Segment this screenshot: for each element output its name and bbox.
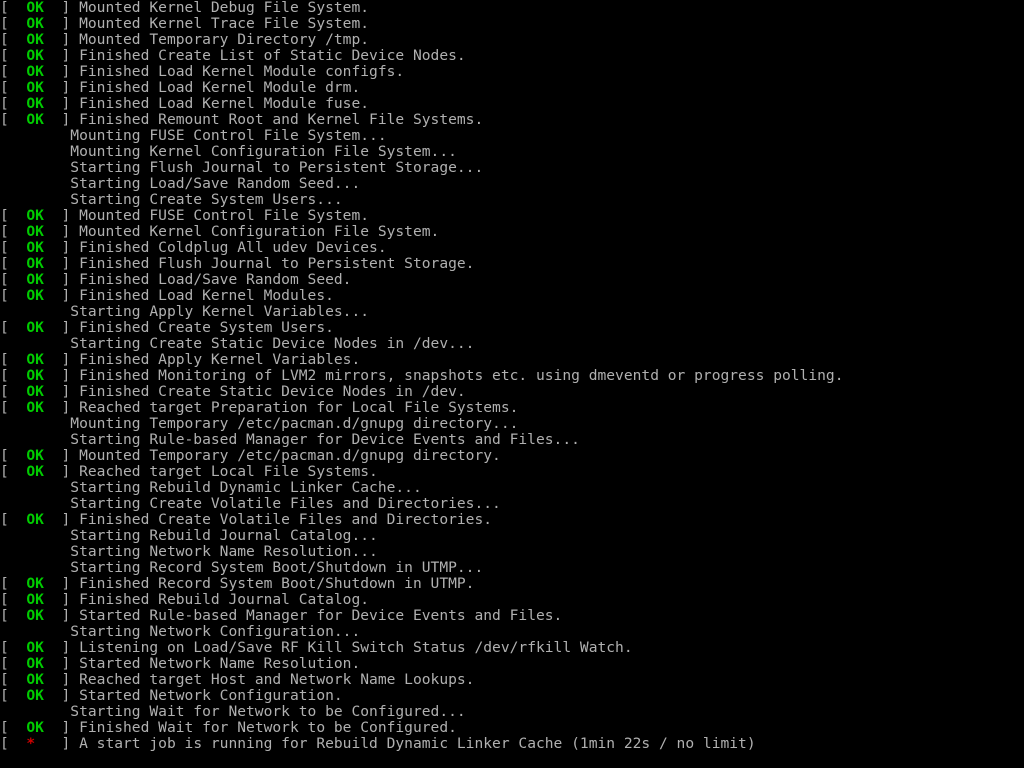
console-message: Mounting FUSE Control File System...: [70, 127, 387, 144]
status-ok-badge: OK: [8, 271, 62, 288]
status-bracket-left: [: [0, 383, 9, 400]
status-bracket-left: [: [0, 687, 9, 704]
console-line: [0, 624, 1024, 640]
status-bracket-right: ]: [61, 351, 80, 368]
status-bracket-left: [: [0, 255, 9, 272]
console-message: Finished Create System Users.: [79, 319, 334, 336]
console-line: [0, 384, 1024, 400]
console-line: [0, 512, 1024, 528]
console-message: Mounted Temporary Directory /tmp.: [79, 31, 370, 48]
console-line: [0, 704, 1024, 720]
console-message: Starting Rule-based Manager for Device Events and Files...: [70, 431, 580, 448]
status-spacer: [0, 431, 70, 448]
console-line: [0, 272, 1024, 288]
console-message: Starting Create System Users...: [70, 191, 343, 208]
status-bracket-right: ]: [61, 511, 80, 528]
status-bracket-left: [: [0, 223, 9, 240]
status-bracket-left: [: [0, 15, 9, 32]
status-bracket-left: [: [0, 591, 9, 608]
console-message: Reached target Local File Systems.: [79, 463, 378, 480]
console-message: Finished Create List of Static Device Nodes.: [79, 47, 466, 64]
console-message: Starting Network Name Resolution...: [70, 543, 378, 560]
console-line: [0, 48, 1024, 64]
console-line: [0, 144, 1024, 160]
status-bracket-left: [: [0, 47, 9, 64]
console-message: Finished Load Kernel Module fuse.: [79, 95, 370, 112]
console-line: [0, 288, 1024, 304]
console-message: Starting Create Volatile Files and Directories...: [70, 495, 501, 512]
status-spacer: [0, 335, 70, 352]
status-ok-badge: OK: [8, 239, 62, 256]
status-bracket-left: [: [0, 463, 9, 480]
status-bracket-right: ]: [61, 655, 80, 672]
console-line: [0, 592, 1024, 608]
console-line: [0, 320, 1024, 336]
console-message: Finished Load Kernel Module configfs.: [79, 63, 405, 80]
console-message: Finished Record System Boot/Shutdown in UTMP.: [79, 575, 475, 592]
console-message: Started Network Name Resolution.: [79, 655, 361, 672]
console-message: Starting Flush Journal to Persistent Storage...: [70, 159, 484, 176]
console-message: Starting Rebuild Journal Catalog...: [70, 527, 378, 544]
console-message: Reached target Preparation for Local File Systems.: [79, 399, 519, 416]
status-ok-badge: OK: [8, 319, 62, 336]
status-bracket-right: ]: [61, 735, 80, 752]
status-ok-badge: OK: [8, 639, 62, 656]
status-bracket-right: ]: [61, 271, 80, 288]
status-bracket-left: [: [0, 95, 9, 112]
status-ok-badge: OK: [8, 351, 62, 368]
status-ok-badge: OK: [8, 223, 62, 240]
console-message: Finished Create Static Device Nodes in /dev.: [79, 383, 466, 400]
status-spacer: [0, 543, 70, 560]
console-line: [0, 736, 1024, 752]
status-bracket-left: [: [0, 511, 9, 528]
status-bracket-left: [: [0, 575, 9, 592]
status-bracket-right: ]: [61, 639, 80, 656]
status-bracket-right: ]: [61, 15, 80, 32]
status-bracket-left: [: [0, 447, 9, 464]
status-ok-badge: OK: [8, 399, 62, 416]
status-bracket-right: ]: [61, 0, 80, 16]
status-ok-badge: OK: [8, 447, 62, 464]
console-line: [0, 416, 1024, 432]
status-bracket-right: ]: [61, 31, 80, 48]
console-line: [0, 256, 1024, 272]
status-bracket-right: ]: [61, 607, 80, 624]
status-bracket-right: ]: [61, 575, 80, 592]
status-bracket-right: ]: [61, 79, 80, 96]
console-line: [0, 336, 1024, 352]
status-bracket-left: [: [0, 639, 9, 656]
status-spacer: [0, 191, 70, 208]
status-bracket-left: [: [0, 79, 9, 96]
console-line: [0, 352, 1024, 368]
status-bracket-right: ]: [61, 319, 80, 336]
console-line: [0, 720, 1024, 736]
status-ok-badge: OK: [8, 0, 62, 16]
status-bracket-right: ]: [61, 239, 80, 256]
status-bracket-right: ]: [61, 399, 80, 416]
console-message: Finished Load Kernel Module drm.: [79, 79, 361, 96]
console-line: [0, 656, 1024, 672]
console-message: Mounted Temporary /etc/pacman.d/gnupg directory.: [79, 447, 501, 464]
status-ok-badge: OK: [8, 687, 62, 704]
console-line: [0, 304, 1024, 320]
status-ok-badge: OK: [8, 255, 62, 272]
console-line: [0, 528, 1024, 544]
console-line: [0, 496, 1024, 512]
console-message: Starting Create Static Device Nodes in /dev...: [70, 335, 475, 352]
console-line: [0, 400, 1024, 416]
status-ok-badge: OK: [8, 607, 62, 624]
status-bracket-left: [: [0, 671, 9, 688]
status-bracket-right: ]: [61, 223, 80, 240]
console-line: [0, 32, 1024, 48]
status-bracket-right: ]: [61, 63, 80, 80]
status-ok-badge: OK: [8, 367, 62, 384]
status-spacer: [0, 303, 70, 320]
status-bracket-right: ]: [61, 111, 80, 128]
console-message: Mounted Kernel Trace File System.: [79, 15, 370, 32]
status-bracket-right: ]: [61, 255, 80, 272]
console-message: Starting Apply Kernel Variables...: [70, 303, 370, 320]
console-line: [0, 80, 1024, 96]
console-message: Finished Remount Root and Kernel File Systems.: [79, 111, 484, 128]
status-bracket-right: ]: [61, 47, 80, 64]
console-message: Starting Load/Save Random Seed...: [70, 175, 361, 192]
console-line: [0, 640, 1024, 656]
status-bracket-left: [: [0, 239, 9, 256]
console-line: [0, 192, 1024, 208]
status-ok-badge: OK: [8, 463, 62, 480]
status-bracket-left: [: [0, 111, 9, 128]
console-line: [0, 64, 1024, 80]
status-bracket-left: [: [0, 31, 9, 48]
console-message: Starting Wait for Network to be Configured...: [70, 703, 466, 720]
status-bracket-left: [: [0, 719, 9, 736]
status-bracket-right: ]: [61, 591, 80, 608]
console-line: [0, 160, 1024, 176]
status-ok-badge: OK: [8, 63, 62, 80]
status-spacer: [0, 143, 70, 160]
console-message: Mounted Kernel Debug File System.: [79, 0, 370, 16]
console-line: [0, 96, 1024, 112]
status-spacer: [0, 175, 70, 192]
status-ok-badge: OK: [8, 47, 62, 64]
console-message: Finished Wait for Network to be Configured.: [79, 719, 457, 736]
status-ok-badge: OK: [8, 207, 62, 224]
console-message: Finished Apply Kernel Variables.: [79, 351, 361, 368]
status-bracket-right: ]: [61, 719, 80, 736]
status-spacer: [0, 415, 70, 432]
console-message: Finished Create Volatile Files and Directories.: [79, 511, 493, 528]
status-ok-badge: OK: [8, 719, 62, 736]
status-ok-badge: OK: [8, 79, 62, 96]
status-bracket-left: [: [0, 63, 9, 80]
console-line: [0, 560, 1024, 576]
status-running-badge: *: [8, 735, 62, 752]
status-ok-badge: OK: [8, 655, 62, 672]
console-line: [0, 608, 1024, 624]
console-message: Finished Rebuild Journal Catalog.: [79, 591, 370, 608]
status-bracket-right: ]: [61, 367, 80, 384]
status-bracket-left: [: [0, 319, 9, 336]
console-line: [0, 432, 1024, 448]
console-message: Starting Record System Boot/Shutdown in UTMP...: [70, 559, 484, 576]
console-message: Reached target Host and Network Name Lookups.: [79, 671, 475, 688]
status-ok-badge: OK: [8, 287, 62, 304]
status-ok-badge: OK: [8, 671, 62, 688]
console-line: [0, 128, 1024, 144]
console-message: Mounted Kernel Configuration File System.: [79, 223, 440, 240]
console-line: [0, 176, 1024, 192]
console-message: Listening on Load/Save RF Kill Switch Status /dev/rfkill Watch.: [79, 639, 633, 656]
console-message: Finished Coldplug All udev Devices.: [79, 239, 387, 256]
status-spacer: [0, 527, 70, 544]
status-bracket-right: ]: [61, 287, 80, 304]
status-bracket-right: ]: [61, 671, 80, 688]
status-bracket-right: ]: [61, 447, 80, 464]
status-ok-badge: OK: [8, 383, 62, 400]
console-message: Finished Monitoring of LVM2 mirrors, snapshots etc. using dmeventd or progress polling.: [79, 367, 844, 384]
status-spacer: [0, 559, 70, 576]
status-bracket-left: [: [0, 655, 9, 672]
status-spacer: [0, 479, 70, 496]
status-ok-badge: OK: [8, 591, 62, 608]
status-bracket-left: [: [0, 351, 9, 368]
console-line: [0, 208, 1024, 224]
status-bracket-right: ]: [61, 383, 80, 400]
status-bracket-left: [: [0, 271, 9, 288]
status-spacer: [0, 495, 70, 512]
status-spacer: [0, 159, 70, 176]
console-line: [0, 368, 1024, 384]
console-message: Started Rule-based Manager for Device Events and Files.: [79, 607, 563, 624]
status-ok-badge: OK: [8, 575, 62, 592]
status-bracket-left: [: [0, 0, 9, 16]
status-bracket-left: [: [0, 735, 9, 752]
console-message: Mounting Temporary /etc/pacman.d/gnupg directory...: [70, 415, 519, 432]
console-line: [0, 576, 1024, 592]
console-line: [0, 688, 1024, 704]
console-line: [0, 672, 1024, 688]
console-message: Finished Load/Save Random Seed.: [79, 271, 352, 288]
status-spacer: [0, 127, 70, 144]
status-bracket-right: ]: [61, 207, 80, 224]
console-message: Starting Rebuild Dynamic Linker Cache...: [70, 479, 422, 496]
console-line: [0, 16, 1024, 32]
console-message: Finished Flush Journal to Persistent Storage.: [79, 255, 475, 272]
console-line: [0, 112, 1024, 128]
console-line: [0, 0, 1024, 16]
console-message: Finished Load Kernel Modules.: [79, 287, 334, 304]
console-message: A start job is running for Rebuild Dynamic Linker Cache (1min 22s / no limit): [79, 735, 756, 752]
status-ok-badge: OK: [8, 31, 62, 48]
status-bracket-left: [: [0, 367, 9, 384]
status-spacer: [0, 703, 70, 720]
status-ok-badge: OK: [8, 511, 62, 528]
status-spacer: [0, 623, 70, 640]
console-line: [0, 544, 1024, 560]
console-line: [0, 240, 1024, 256]
status-bracket-left: [: [0, 607, 9, 624]
console-line: [0, 224, 1024, 240]
status-bracket-left: [: [0, 287, 9, 304]
console-line: [0, 480, 1024, 496]
status-bracket-left: [: [0, 207, 9, 224]
status-ok-badge: OK: [8, 95, 62, 112]
console-message: Mounted FUSE Control File System.: [79, 207, 370, 224]
status-bracket-left: [: [0, 399, 9, 416]
status-bracket-right: ]: [61, 95, 80, 112]
status-ok-badge: OK: [8, 111, 62, 128]
console-message: Mounting Kernel Configuration File System...: [70, 143, 457, 160]
console-line: [0, 464, 1024, 480]
status-bracket-right: ]: [61, 687, 80, 704]
status-ok-badge: OK: [8, 15, 62, 32]
console-message: Starting Network Configuration...: [70, 623, 361, 640]
console-line: [0, 448, 1024, 464]
status-bracket-right: ]: [61, 463, 80, 480]
console-message: Started Network Configuration.: [79, 687, 343, 704]
